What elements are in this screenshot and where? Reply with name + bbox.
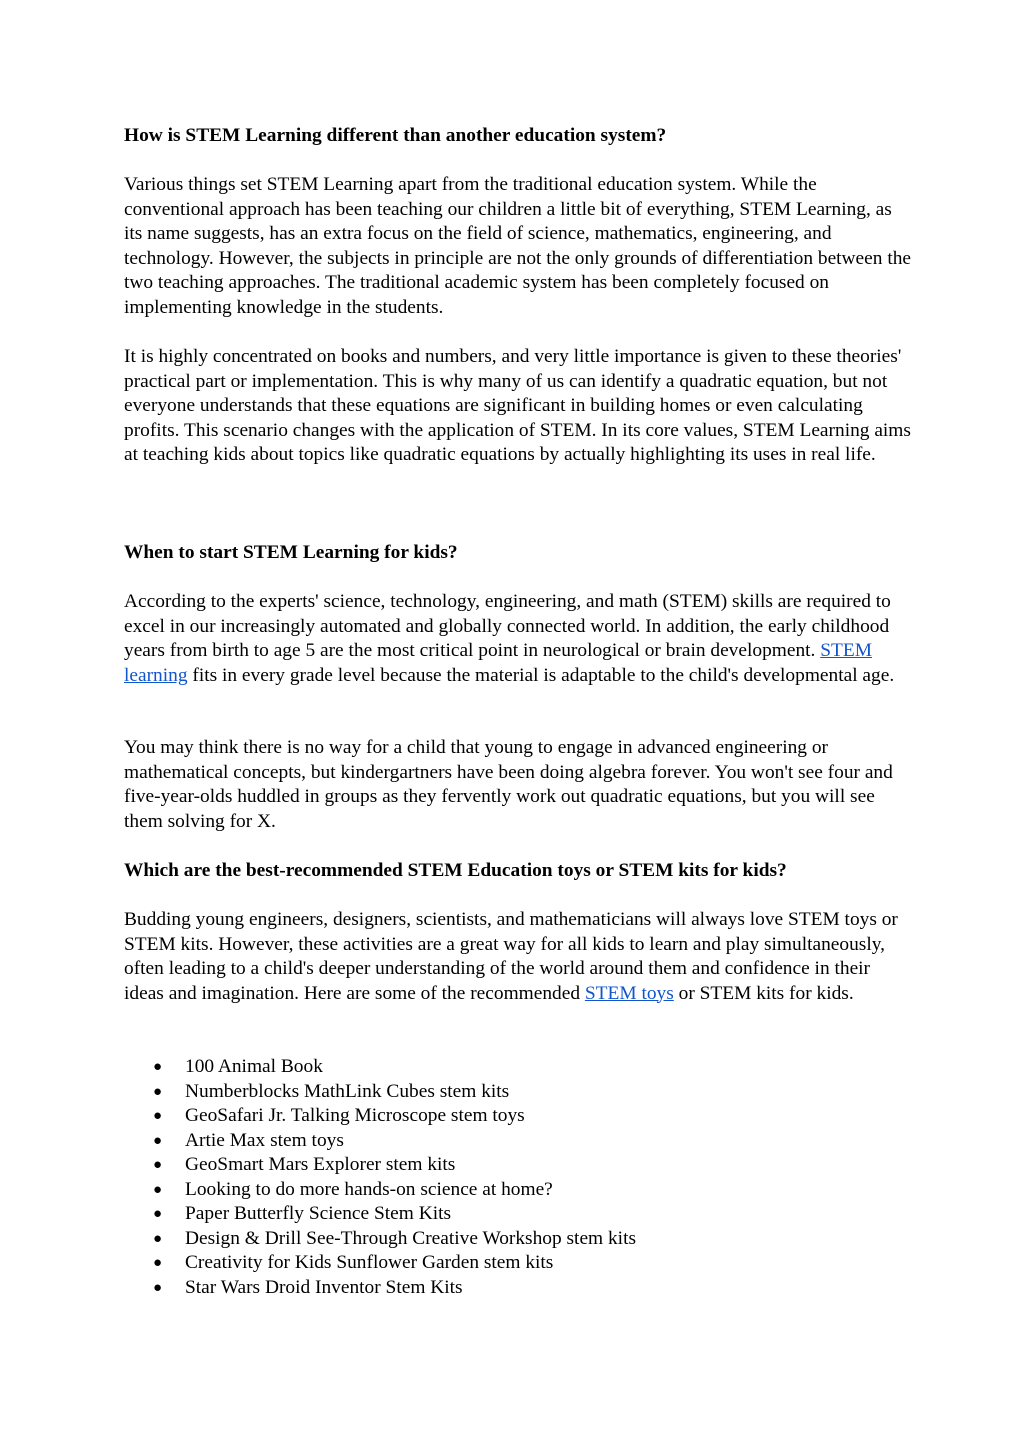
bullet-icon: ●: [153, 1279, 163, 1296]
list-item-text: GeoSafari Jr. Talking Microscope stem toys: [185, 1105, 525, 1126]
bullet-icon: ●: [153, 1132, 163, 1149]
list-item-text: GeoSmart Mars Explorer stem kits: [185, 1154, 456, 1175]
heading-stem-difference: How is STEM Learning different than another education system?: [124, 125, 667, 146]
list-item: [124, 1251, 914, 1276]
bullet-icon: ●: [153, 1059, 163, 1075]
paragraph-text: Budding young engineers, designers, scientists, and mathematicians will always love STEM toys or STEM kits. However, these activities are a great way for all kids to learn and play simultaneously, often leading to a child's deeper understanding of the world around them and confidence in their ideas and imagination. Here are some of the recommended: [124, 909, 898, 1004]
list-item: [124, 1227, 914, 1252]
list-item-text: Artie Max stem toys: [185, 1129, 344, 1151]
paragraph-text: fits in every grade level because the material is adaptable to the child's developmental age.: [187, 664, 895, 686]
bullet-icon: ●: [153, 1206, 163, 1222]
list-item-text: Paper Butterfly Science Stem Kits: [185, 1203, 452, 1224]
paragraph-text: or STEM kits for kids.: [673, 982, 854, 1004]
list-item-text: Looking to do more hands-on science at home?: [185, 1178, 553, 1200]
bullet-icon: ●: [153, 1230, 163, 1247]
list-item: [124, 1178, 914, 1203]
list-item: [124, 1104, 914, 1129]
paragraph-text: According to the experts' science, technology, engineering, and math (STEM) skills are required to excel in our increasingly automated and globally connected world. In addition, the early childhood years from birth to age 5 are the most critical point in neurological or brain development.: [124, 591, 891, 661]
paragraph-practical-application: It is highly concentrated on books and numbers, and very little importance is given to these theories' practical part or implementation. This is why many of us can identify a quadratic equation, but not everyone understands that these equations are significant in building homes or even calculating profits. This scenario changes with the application of STEM. In its core values, STEM Learning aims at teaching kids about topics like quadratic equations by actually highlighting its uses in real life.: [124, 346, 911, 465]
list-item: [124, 1129, 914, 1154]
bullet-icon: ●: [153, 1255, 163, 1271]
recommended-kits-list: [124, 1055, 914, 1300]
stem-learning-link[interactable]: STEM learning: [124, 640, 872, 686]
list-item-text: Numberblocks MathLink Cubes stem kits: [185, 1080, 510, 1102]
bullet-icon: ●: [153, 1181, 163, 1198]
paragraph-kindergartners-algebra: You may think there is no way for a child that young to engage in advanced engineering or mathematical concepts, but kindergartners have been doing algebra forever. You won't see four and five-year-olds huddled in groups as they fervently work out quadratic equations, but you will see them solving for X.: [124, 737, 893, 832]
list-item: [124, 1153, 914, 1178]
list-item-text: Star Wars Droid Inventor Stem Kits: [185, 1276, 463, 1298]
stem-toys-link[interactable]: STEM toys: [584, 982, 674, 1004]
list-item-text: 100 Animal Book: [185, 1056, 323, 1077]
paragraph-budding-engineers: [124, 908, 914, 1006]
paragraph-stem-vs-traditional: Various things set STEM Learning apart from the traditional education system. While the conventional approach has been teaching our children a little bit of everything, STEM Learning, as its name suggests, has an extra focus on the field of science, mathematics, engineering, and technology. However, the subjects in principle are not the only grounds of differentiation between the two teaching approaches. The traditional academic system has been completely focused on implementing knowledge in the students.: [124, 174, 912, 318]
list-item: [124, 1080, 914, 1105]
heading-when-to-start: When to start STEM Learning for kids?: [124, 542, 458, 563]
bullet-icon: ●: [153, 1157, 163, 1173]
bullet-icon: ●: [153, 1108, 163, 1124]
list-item-text: Design & Drill See-Through Creative Workshop stem kits: [185, 1227, 637, 1249]
list-item: [124, 1202, 914, 1227]
list-item: [124, 1055, 914, 1080]
list-item: [124, 1276, 914, 1301]
heading-recommended-toys: Which are the best-recommended STEM Education toys or STEM kits for kids?: [124, 860, 787, 881]
paragraph-experts-early-childhood: [124, 590, 914, 688]
list-item-text: Creativity for Kids Sunflower Garden stem kits: [185, 1252, 554, 1273]
bullet-icon: ●: [153, 1083, 163, 1100]
